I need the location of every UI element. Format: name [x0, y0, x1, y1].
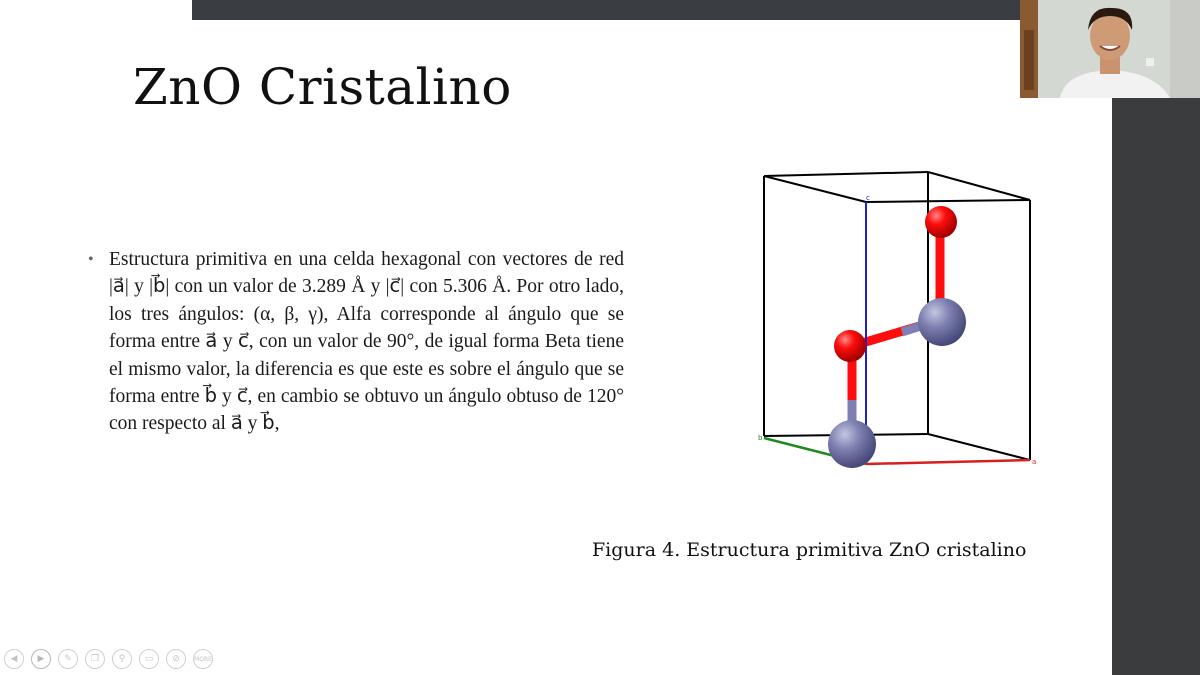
play-icon[interactable]: ▶	[31, 649, 51, 669]
more-icon[interactable]	[193, 649, 213, 669]
webcam-feed	[1020, 0, 1200, 98]
axis-c-label: c	[866, 194, 870, 202]
video-off-icon[interactable]: ⊘	[166, 649, 186, 669]
pen-icon[interactable]: ✎	[58, 649, 78, 669]
slide-title: ZnO Cristalino	[133, 58, 512, 116]
zno-crystal-figure	[752, 160, 1052, 480]
prev-icon[interactable]: ◀	[4, 649, 24, 669]
axis-b-label: b	[758, 434, 763, 442]
top-bar	[192, 0, 1020, 20]
more-label: MORE	[194, 655, 212, 663]
oxygen-atom-middle	[834, 330, 866, 362]
bullet-text: Estructura primitiva en una celda hexagonal con vectores de red |a⃗| y |b⃗| con un valor de 3.289 Å y |c⃗| con 5.306 Å. Por otro lado, los tres ángulos: (α, β, γ), Alfa corresponde al ángulo que se forma entre a⃗ y c⃗, con un valor de 90°, de igual forma Beta tiene el mismo valor, la diferencia es que este es sobre el ángulo que se forma entre b⃗ y c⃗, en cambio se obtuvo un ángulo obtuso de 120° con respecto al a⃗ y b⃗,	[109, 249, 624, 435]
cell-edge	[866, 200, 1030, 202]
bullet-marker: •	[88, 251, 94, 268]
copy-icon[interactable]: ❐	[85, 649, 105, 669]
subtitle-icon[interactable]: ▭	[139, 649, 159, 669]
cell-edge	[928, 172, 1030, 200]
axis-a	[866, 460, 1030, 464]
cell-edge	[764, 176, 866, 202]
presentation-toolbar	[4, 649, 213, 671]
presenter-side-panel	[1112, 98, 1200, 675]
cell-edge	[764, 172, 928, 176]
cell-edge	[928, 434, 1030, 460]
zoom-icon[interactable]: ⚲	[112, 649, 132, 669]
zinc-atom-upper	[918, 298, 966, 346]
oxygen-atom-top	[925, 206, 957, 238]
presenter-video	[1020, 0, 1200, 98]
zinc-atom-lower	[828, 420, 876, 468]
figure-caption: Figura 4. Estructura primitiva ZnO cristalino	[592, 539, 1027, 561]
axis-a-label: a	[1032, 458, 1037, 466]
bullet-list	[88, 246, 624, 438]
